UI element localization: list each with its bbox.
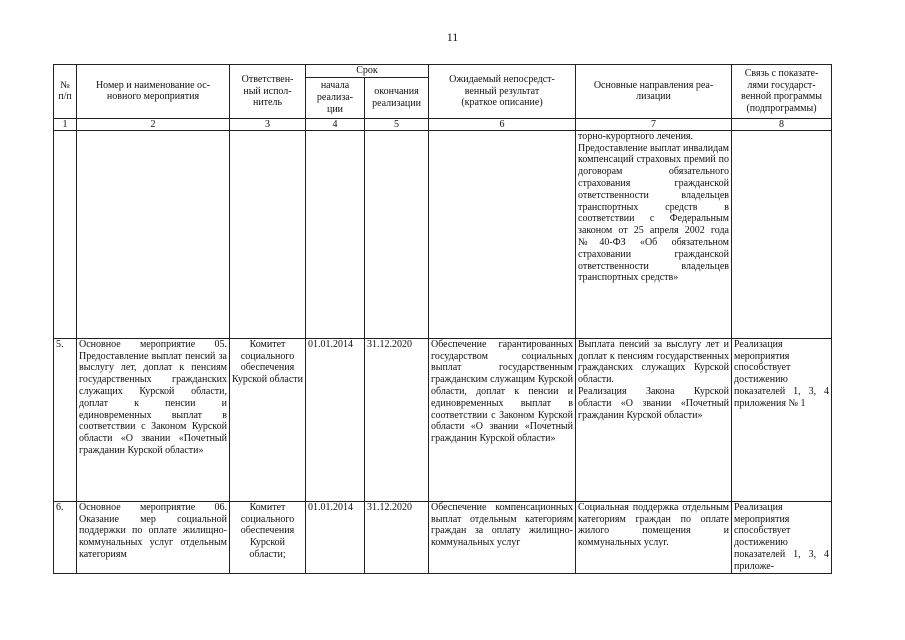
row-directions: торно-курортного лечения. Предоставление выплат инвалидам компенсаций страховых премий по договорам обязательного страхования гражданской ответственности владельцев транспортных средств в соответствии с Федеральным законом от 25 апреля 2002 года №40-ФЗ «Об обязательном страховании гражданской ответственности владельцев транспортных средств»: [576, 130, 732, 338]
header-row-1: [54, 65, 832, 78]
table-row: [54, 501, 832, 573]
row-responsible: Комитет социального обеспечения Курской области;: [230, 501, 306, 573]
header-expected-text: Ожидаемый непосредст- венный результат (краткое описание): [449, 73, 555, 109]
table-row: [54, 130, 832, 338]
header-name-text: Номер и наименование ос- новного мероприятия: [95, 79, 211, 103]
header-directions-text: Основные направления реа- лизации: [593, 79, 714, 103]
column-number: 1: [54, 118, 77, 130]
header-term-start-text: начала реализа- ции: [316, 80, 354, 115]
table-row: [54, 338, 832, 501]
column-number: 5: [365, 118, 429, 130]
row-name: Основное мероприятие 06. Оказание мер социальной поддержки по оплате жилищно-коммунальных услуг отдельным категориям: [77, 501, 230, 573]
header-term-start: [306, 77, 365, 118]
header-link-text: Связь с показате- лями государст- венной программы (подпрограммы): [741, 67, 822, 115]
header-responsible-text: Ответствен- ный испол- нитель: [241, 73, 294, 109]
row-num: 5.: [54, 338, 77, 501]
row-end: [365, 130, 429, 338]
header-num: [54, 65, 77, 119]
row-end: 31.12.2020: [365, 501, 429, 573]
row-expected: [429, 130, 576, 338]
row-end: 31.12.2020: [365, 338, 429, 501]
column-number-row: [54, 118, 832, 130]
row-link: Реализация мероприятия способствует достижению показателей 1, 3, 4 приложения № 1: [732, 338, 832, 501]
row-directions: Социальная поддержка отдельным категориям граждан по оплате жилого помещения и коммунальных услуг.: [576, 501, 732, 573]
row-responsible: Комитет социального обеспечения Курской области: [230, 338, 306, 501]
row-link: Реализация мероприятия способствует достижению показателей 1, 3, 4 приложе-: [732, 501, 832, 573]
column-number: 7: [576, 118, 732, 130]
row-name: Основное мероприятие 05. Предоставление выплат пенсий за выслугу лет, доплат к пенсиям государственных гражданских служащих Курской области, доплат к пенсии и единовременных выплат в соответствии с Законом Курской области «О звании «Почетный гражданин Курской области»: [77, 338, 230, 501]
header-num-text: № п/п: [58, 79, 72, 103]
header-term-text: Срок: [356, 65, 378, 76]
row-name: [77, 130, 230, 338]
header-term-end: [365, 77, 429, 118]
row-expected: Обеспечение гарантированных государством социальных выплат государственным гражданским служащим Курской области, доплат к пенсии и единовременных выплат в соответствии с Законом Курской области «О звании «Почетный гражданин Курской области»: [429, 338, 576, 501]
row-responsible: [230, 130, 306, 338]
column-number: 6: [429, 118, 576, 130]
header-term: [306, 65, 429, 78]
row-link: [732, 130, 832, 338]
column-number: 8: [732, 118, 832, 130]
header-term-end-text: окончания реализации: [372, 86, 421, 109]
row-directions: Выплата пенсий за выслугу лет и доплат к пенсиям государственных гражданских служащих Курской области. Реализация Закона Курской области «О звании «Почетный гражданин Курской области»: [576, 338, 732, 501]
header-link: [732, 65, 832, 119]
row-start: 01.01.2014: [306, 338, 365, 501]
row-num: [54, 130, 77, 338]
row-expected: Обеспечение компенсационных выплат отдельным категориям граждан за оплату жилищно-коммунальных услуг: [429, 501, 576, 573]
header-expected: [429, 65, 576, 119]
page-number: 11: [446, 30, 459, 44]
column-number: 2: [77, 118, 230, 130]
column-number: 3: [230, 118, 306, 130]
row-start: 01.01.2014: [306, 501, 365, 573]
program-activities-table: [53, 64, 832, 574]
row-num: 6.: [54, 501, 77, 573]
column-number: 4: [306, 118, 365, 130]
row-start: [306, 130, 365, 338]
header-responsible: [230, 65, 306, 119]
header-directions: [576, 65, 732, 119]
header-name: [77, 65, 230, 119]
